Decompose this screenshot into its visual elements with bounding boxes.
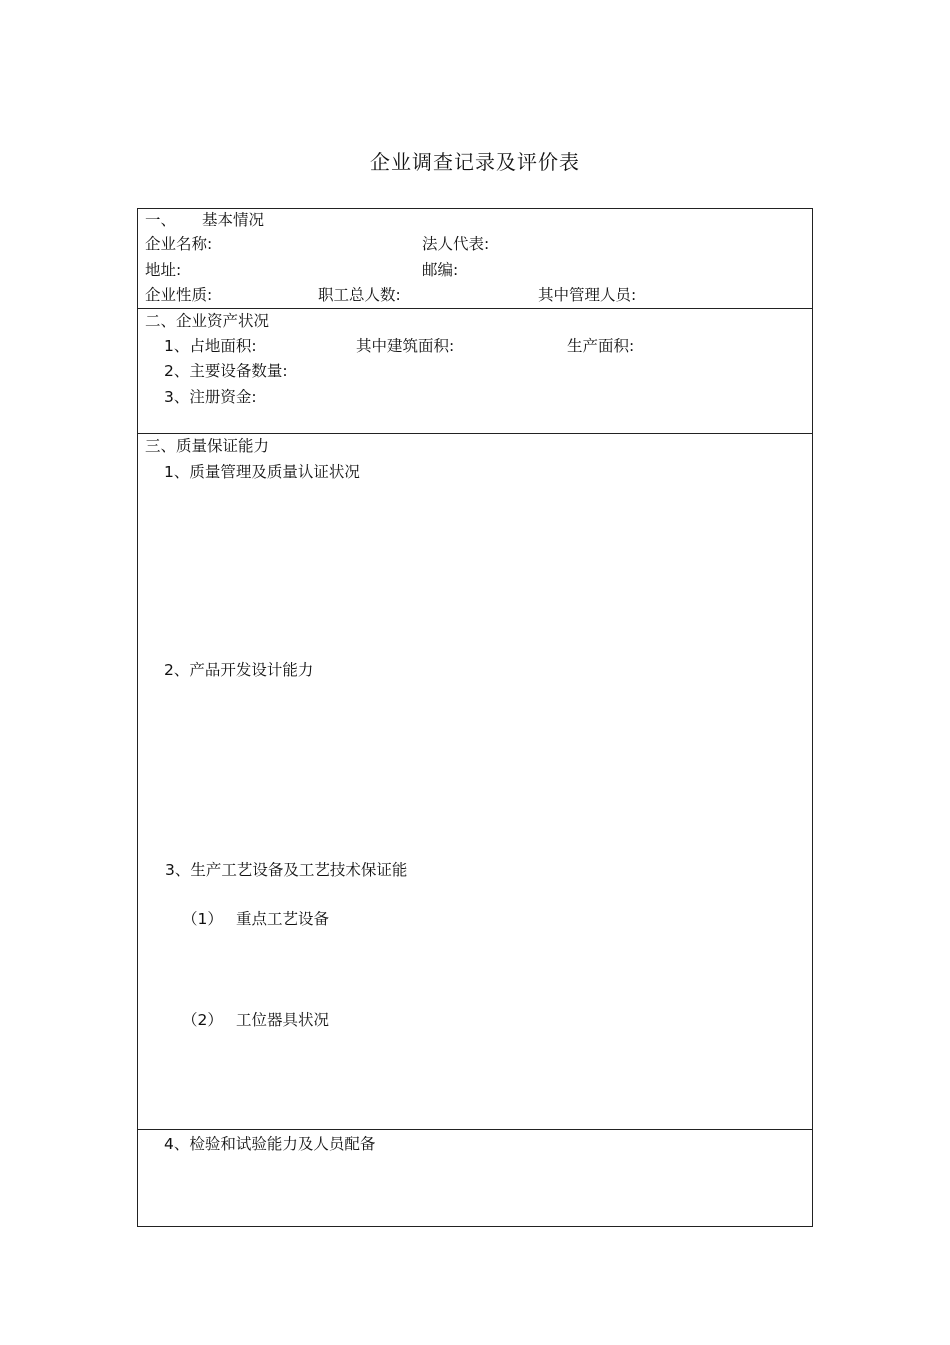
registered-capital-label: 3、注册资金: (164, 388, 257, 406)
key-equipment-label: 重点工艺设备 (236, 910, 330, 928)
section3-heading: 三、质量保证能力 (145, 437, 270, 455)
section1-heading: 基本情况 (202, 211, 265, 229)
section-assets (138, 308, 812, 434)
page-title: 企业调查记录及评价表 (370, 150, 580, 174)
section-quality (138, 433, 812, 1130)
sub1-number: （1） (182, 910, 223, 928)
section-basic-info (138, 209, 812, 309)
company-name-label: 企业名称: (145, 235, 213, 253)
section2-heading: 二、企业资产状况 (145, 312, 270, 330)
legal-rep-label: 法人代表: (422, 235, 490, 253)
postcode-label: 邮编: (422, 261, 459, 279)
survey-form (137, 208, 813, 1227)
equipment-count-label: 2、主要设备数量: (164, 362, 288, 380)
design-capability-label: 2、产品开发设计能力 (164, 661, 314, 679)
land-area-label: 1、占地面积: (164, 337, 257, 355)
section1-number: 一、 (145, 211, 177, 229)
section-inspection (138, 1129, 812, 1227)
inspection-capability-label: 4、检验和试验能力及人员配备 (164, 1135, 376, 1153)
building-area-label: 其中建筑面积: (356, 337, 455, 355)
process-equipment-label: 3、生产工艺设备及工艺技术保证能 (165, 861, 408, 879)
managers-label: 其中管理人员: (538, 286, 637, 304)
total-staff-label: 职工总人数: (318, 286, 401, 304)
address-label: 地址: (145, 261, 182, 279)
fixtures-label: 工位器具状况 (236, 1011, 330, 1029)
quality-mgmt-label: 1、质量管理及质量认证状况 (164, 463, 360, 481)
company-nature-label: 企业性质: (145, 286, 213, 304)
production-area-label: 生产面积: (567, 337, 635, 355)
sub2-number: （2） (182, 1011, 223, 1029)
